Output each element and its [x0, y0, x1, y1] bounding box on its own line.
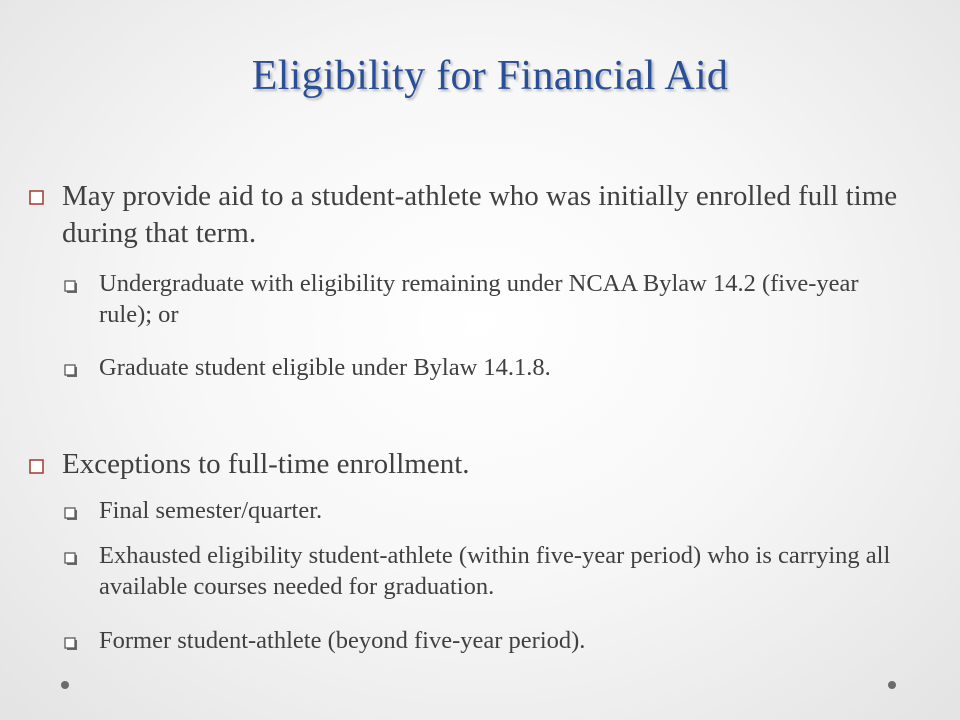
hollow-square-icon	[29, 459, 45, 475]
shadow-square-icon	[64, 507, 79, 522]
hollow-square-icon	[29, 190, 45, 206]
bullet-item-graduate: Graduate student eligible under Bylaw 14.1.8.	[99, 354, 551, 381]
slide-title: Eligibility for Financial Aid	[251, 53, 729, 99]
bullet-item-former-athlete: Former student-athlete (beyond five-year period).	[99, 627, 586, 654]
bullet-item-exhausted-eligibility: Exhausted eligibility student-athlete (within five-year period) who is carrying all available courses needed for graduation.	[99, 542, 891, 601]
shadow-square-icon	[64, 364, 79, 379]
bullet-item-exceptions: Exceptions to full-time enrollment.	[62, 448, 470, 480]
shadow-square-icon	[64, 637, 79, 652]
bullet-item-final-semester: Final semester/quarter.	[99, 497, 323, 524]
bullet-item-undergraduate: Undergraduate with eligibility remaining under NCAA Bylaw 14.2 (five-year rule); or	[99, 270, 859, 329]
bullet-item-provide-aid: May provide aid to a student-athlete who was initially enrolled full time during that term.	[62, 180, 898, 250]
shadow-square-icon	[64, 552, 79, 567]
decorative-dot-right	[888, 681, 896, 689]
decorative-dot-left	[61, 681, 69, 689]
shadow-square-icon	[64, 280, 79, 295]
